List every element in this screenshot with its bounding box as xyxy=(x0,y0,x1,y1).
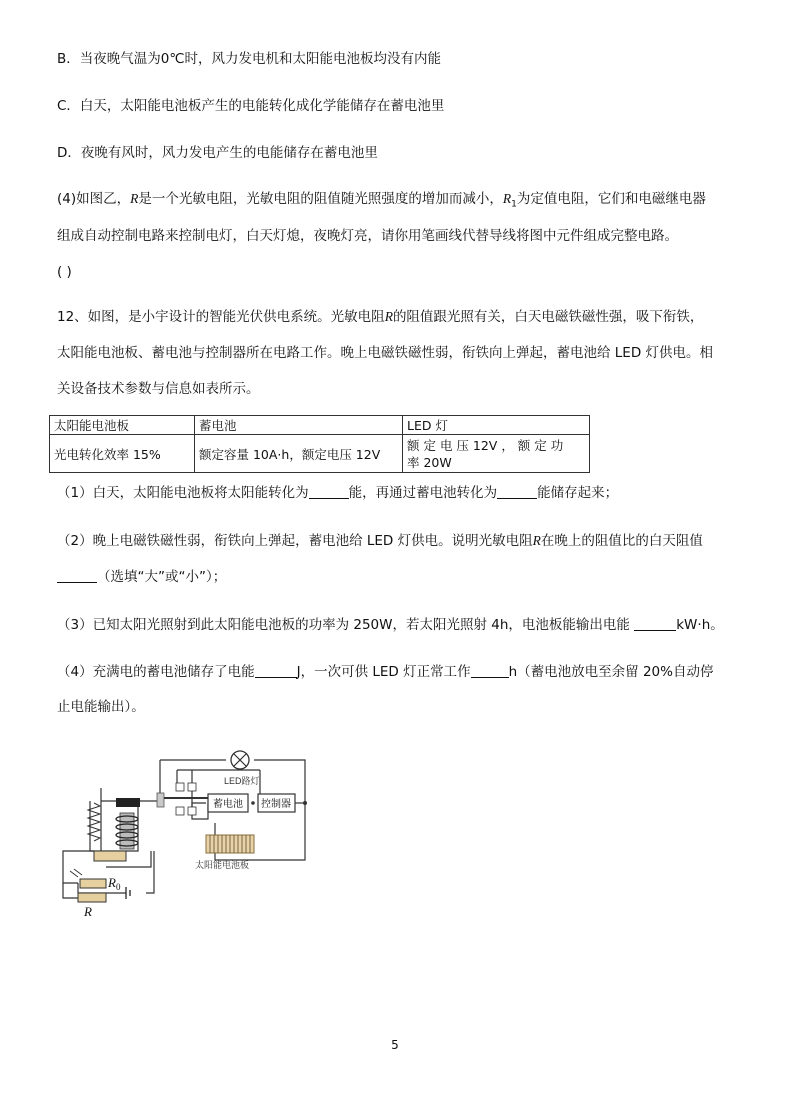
table-cell-battery-spec: 额定容量 10A·h，额定电压 12V xyxy=(195,435,403,473)
controller-label: 控制器 xyxy=(261,799,291,810)
option-b: B．当夜晚气温为0℃时，风力发电机和太阳能电池板均没有内能 xyxy=(57,51,442,67)
sub1-text-a: （1）白天，太阳能电池板将太阳能转化为 xyxy=(57,485,309,501)
r0-resistor xyxy=(80,879,106,888)
led-spec-line1: 额 定 电 压 12V ， 额 定 功 xyxy=(407,437,564,453)
page-number: 5 xyxy=(391,1038,399,1052)
q12-R: R xyxy=(384,309,393,324)
circuit-figure xyxy=(58,743,318,923)
sub3-text-a: （3）已知太阳光照射到此太阳能电池板的功率为 250W，若太阳光照射 4h，电池板能输出电能 xyxy=(57,617,635,633)
sub2-line2 xyxy=(57,567,226,587)
sub2-blank[interactable] xyxy=(57,568,97,583)
solar-panel-label: 太阳能电池板 xyxy=(195,860,250,870)
sub1-blank-1[interactable] xyxy=(309,484,349,499)
sub3 xyxy=(57,615,724,635)
sub3-blank[interactable] xyxy=(634,616,676,631)
sub2-line1 xyxy=(57,531,703,551)
base-plate xyxy=(94,851,126,861)
q12-line3: 关设备技术参数与信息如表所示。 xyxy=(57,381,260,397)
table-header-led: LED 灯 xyxy=(403,416,590,435)
table-header-panel: 太阳能电池板 xyxy=(50,416,195,435)
sub4-blank-1[interactable] xyxy=(255,663,297,678)
led-label: LED路灯 xyxy=(224,776,260,786)
led-spec-line2: 率 20W xyxy=(407,454,452,470)
sub4-line1 xyxy=(57,662,713,682)
sub4-text-b: J，一次可供 LED 灯正常工作 xyxy=(296,664,471,680)
q4-text-c: 为定值电阻，它们和电磁继电器 xyxy=(516,191,706,207)
q4-text-a: (4)如图乙， xyxy=(57,191,131,207)
armature-icon xyxy=(116,798,140,807)
sub4-blank-2[interactable] xyxy=(471,663,509,678)
option-c: C．白天，太阳能电池板产生的电能转化成化学能储存在蓄电池里 xyxy=(57,98,445,114)
sub3-text-b: kW·h。 xyxy=(676,617,724,633)
q4-R1: R xyxy=(502,191,512,206)
sub2-R: R xyxy=(532,533,541,548)
armature-contact-icon xyxy=(157,793,164,807)
q4-text-b: 是一个光敏电阻，光敏电阻的阻值随光照强度的增加而减小， xyxy=(138,191,503,207)
battery-label: 蓄电池 xyxy=(213,799,243,810)
r-resistor xyxy=(78,893,106,902)
q12-text-b: 的阻值跟光照有关，白天电磁铁磁性强，吸下衔铁， xyxy=(392,309,704,325)
sub1-text-b: 能，再通过蓄电池转化为 xyxy=(348,485,498,501)
sub1 xyxy=(57,483,618,503)
sub2-text-b: 在晚上的阻值比的白天阻值 xyxy=(540,533,703,549)
sub1-blank-2[interactable] xyxy=(497,484,537,499)
sub1-text-c: 能储存起来； xyxy=(537,485,619,501)
q4-R1-sub: 1 xyxy=(511,199,517,210)
q12-line1 xyxy=(57,307,703,327)
sub2-text-c: （选填“大”或“小”）； xyxy=(97,569,227,585)
battery-cell-icon xyxy=(126,887,130,899)
sub2-text-a: （2）晚上电磁铁磁性弱，衔铁向上弹起，蓄电池给 LED 灯供电。说明光敏电阻 xyxy=(57,533,533,549)
q4-answer-paren: ( ) xyxy=(57,264,72,280)
solar-panel-icon xyxy=(206,835,254,853)
q4-line2: 组成自动控制电路来控制电灯，白天灯熄，夜晚灯亮，请你用笔画线代替导线将图中元件组成完整电路。 xyxy=(57,228,678,244)
table-cell-led-spec xyxy=(403,435,590,473)
electromagnet-icon xyxy=(116,813,138,849)
q12-line2: 太阳能电池板、蓄电池与控制器所在电路工作。晚上电磁铁磁性弱，衔铁向上弹起，蓄电池给 LED 灯供电。相 xyxy=(57,345,714,361)
q4-R: R xyxy=(130,191,139,206)
r-label: R xyxy=(84,904,92,919)
sub4-text-a: （4）充满电的蓄电池储存了电能 xyxy=(57,664,255,680)
q12-text-a: 12、如图，是小宇设计的智能光伏供电系统。光敏电阻 xyxy=(57,309,385,325)
sub4-text-c: h（蓄电池放电至余留 20%自动停 xyxy=(508,664,714,680)
q4-line1 xyxy=(57,189,706,215)
sub4-line2: 止电能输出）。 xyxy=(57,699,145,715)
table-header-battery: 蓄电池 xyxy=(195,416,403,435)
table-cell-efficiency: 光电转化效率 15% xyxy=(50,435,195,473)
option-d: D．夜晚有风时，风力发电产生的电能储存在蓄电池里 xyxy=(57,145,378,161)
r0-label: $R_0$ xyxy=(108,875,121,892)
spec-table xyxy=(49,415,590,473)
